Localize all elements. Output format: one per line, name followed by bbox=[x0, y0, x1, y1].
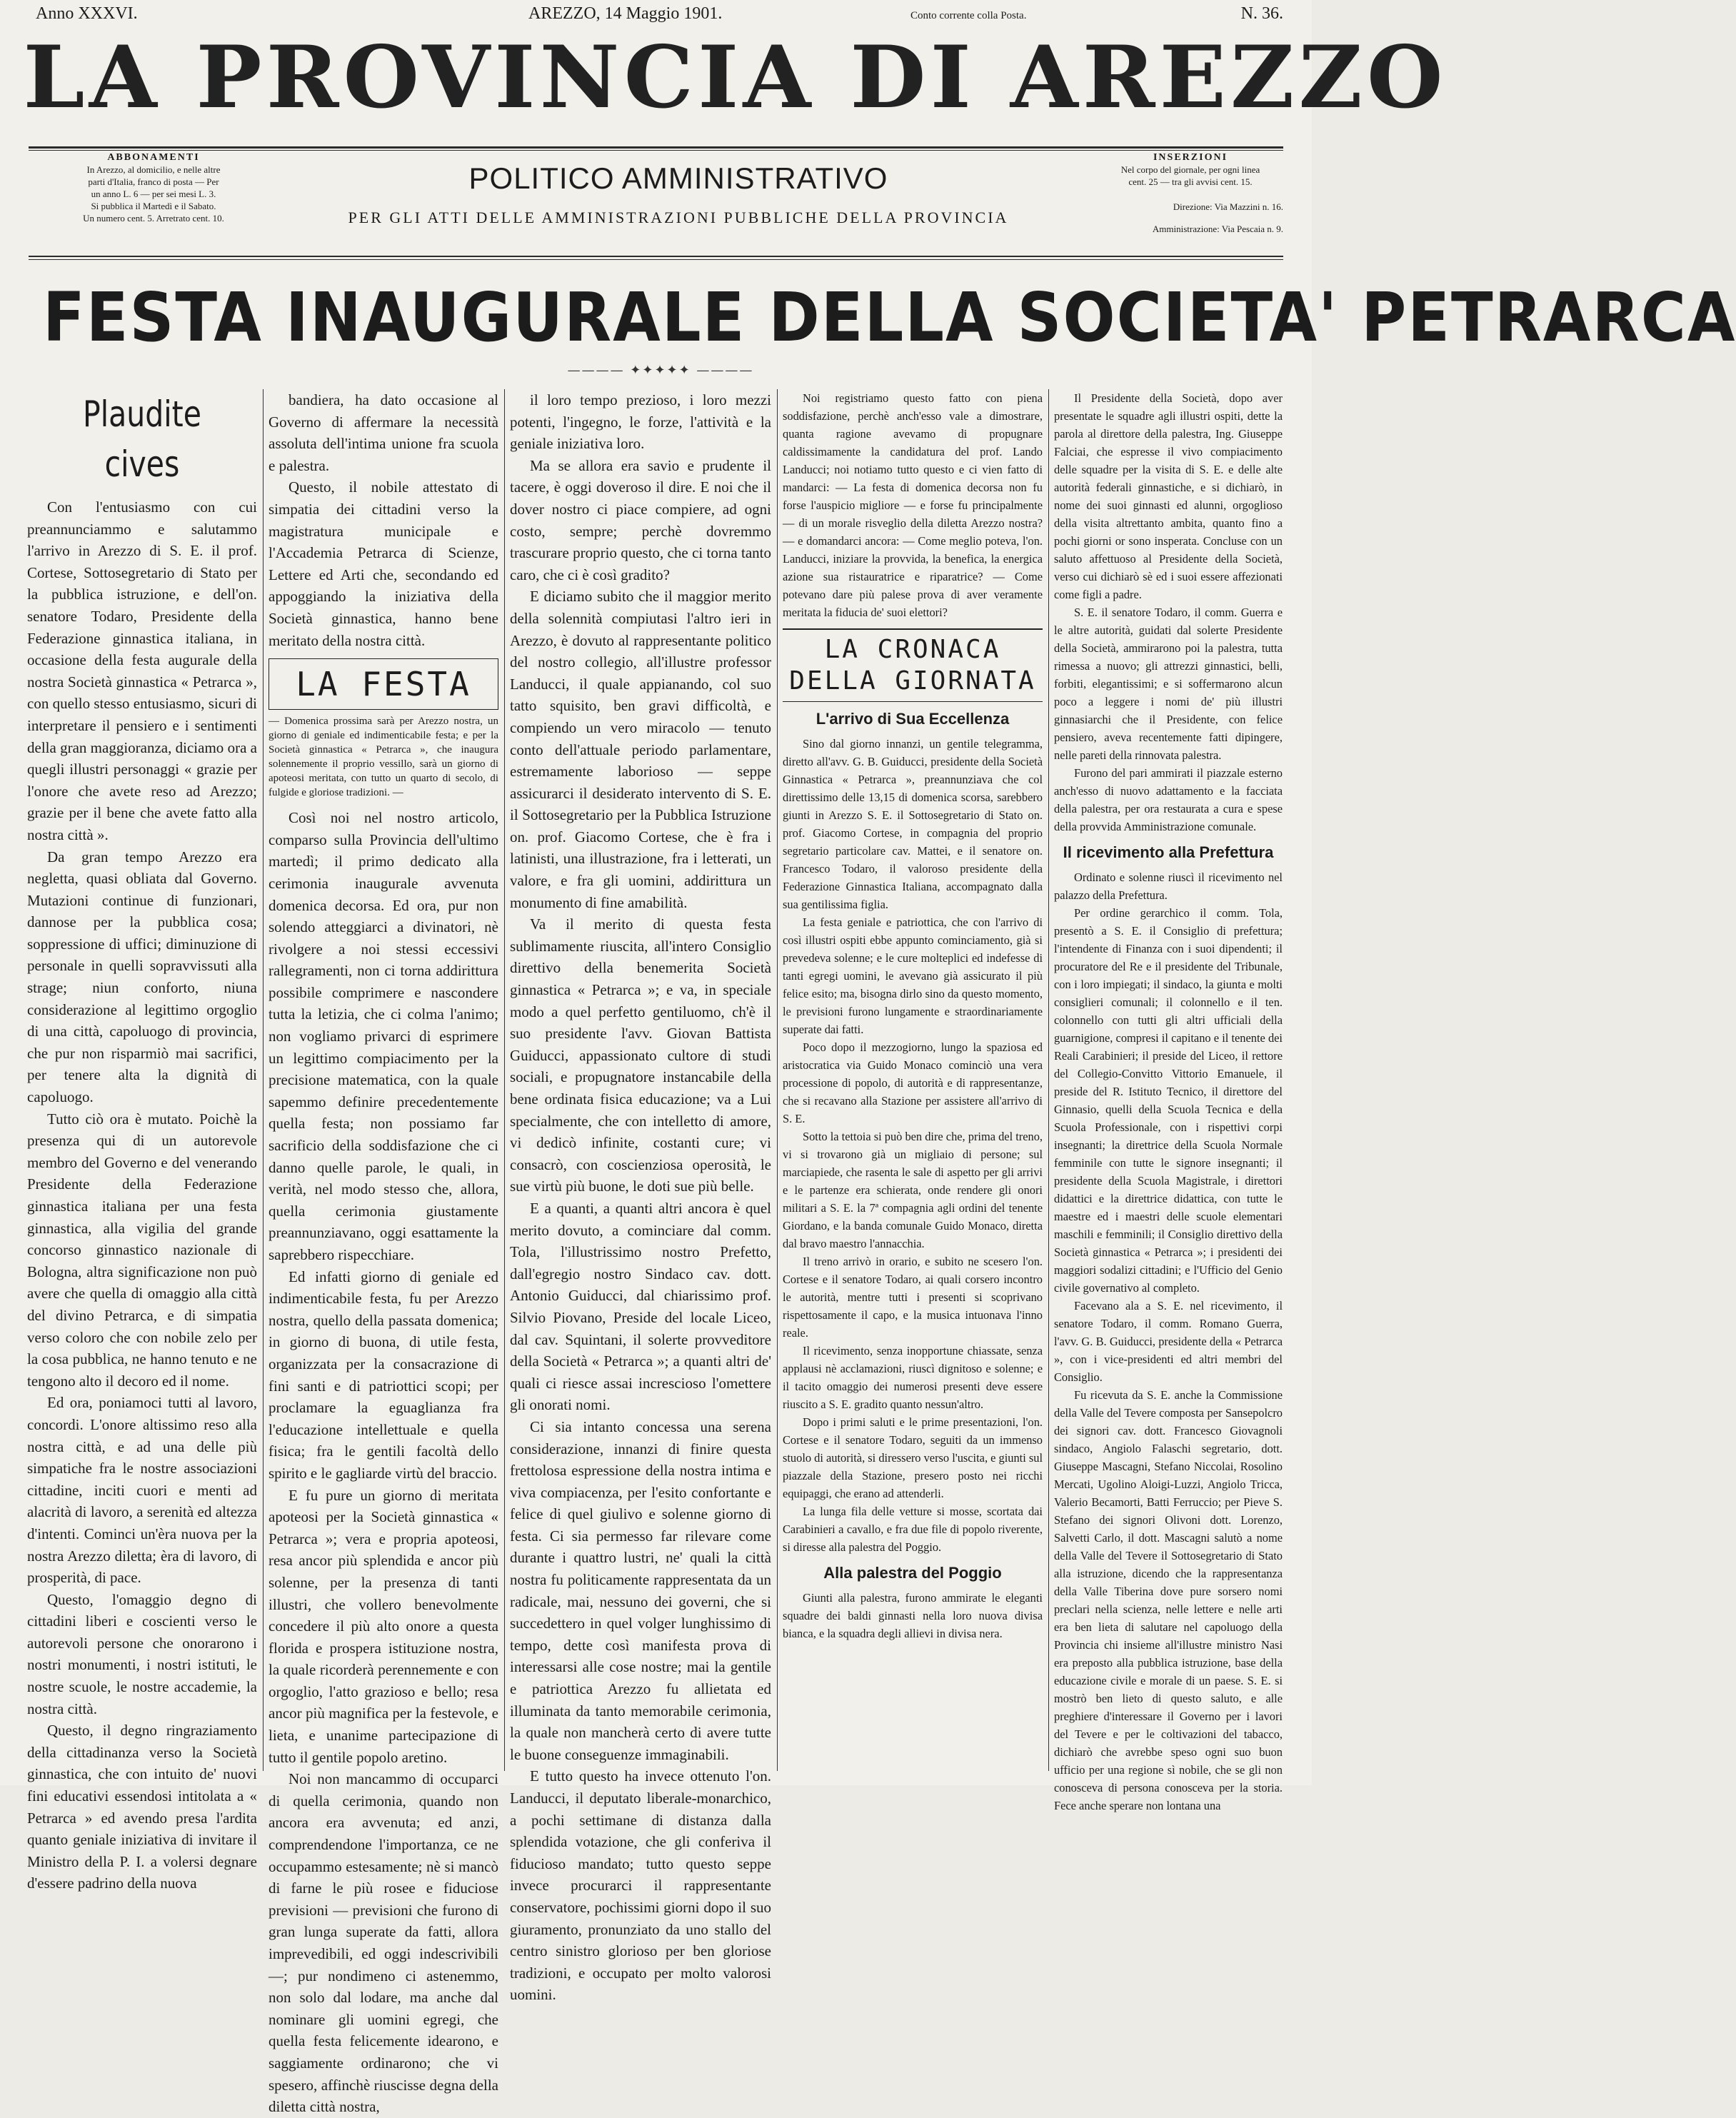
paragraph: E diciamo subito che il maggior merito della solennità compiutasi l'altro ieri in Arezzo, è dovuto al rappresentante politico del nostro collegio, all'illustre professor Landucci, il quale appianando, col suo tatto squisito, ben gravi difficoltà, e compiendo un vero miracolo — tenuto conto dell'attuale periodo parlamentare, estremamente laborioso — seppe assicurarci il desiderato intervento di S. E. il Sottosegretario per la Pubblica Istruzione on. prof. Giacomo Cortese, che è fra i latinisti, una illustrazione, fra i letterati, un valore, e fra gli uomini, addirittura un monumento di fine amabilità. bbox=[510, 588, 771, 911]
abbonamenti-line: In Arezzo, al domicilio, e nelle altre bbox=[86, 164, 221, 175]
paragraph: Ed ora, poniamoci tutti al lavoro, concordi. L'onore altissimo reso alla nostra città, e ad una delle più simpatiche fra le nostre associazioni cittadine, inciti cuori e menti ad alacrità di lavoro, a serenità ed altezza d'intenti. Cominci un'èra nuova per la nostra Arezzo diletta; èra di lavoro, di prosperità, di pace. bbox=[27, 1394, 257, 1587]
paragraph: Ordinato e solenne riuscì il ricevimento nel palazzo della Prefettura. bbox=[1054, 870, 1283, 902]
cronaca-title-line: DELLA GIORNATA bbox=[789, 666, 1036, 696]
paragraph: Noi non mancammo di occuparci di quella cerimonia, quando non ancora era avvenuta; ed anzi, comprendendone l'importanza, ce ne occupammo estesamente; nè si mancò di farne le più rosee e fiduciose previsioni — previsioni che furono di gran lunga superate da fatti, allora imprevedibili, ed oggi indescrivibili —; pur nondimeno ci astenemmo, non solo dal lodare, ma anche dal nominare gli uomini egregi, che quella festa felicemente idearono, e saggiamente ordinarono; che vi spesero, affinchè riuscisse degna della diletta città nostra, bbox=[269, 1770, 498, 2116]
paragraph: Il treno arrivò in orario, e subito ne scesero l'on. Cortese e il senatore Todaro, ai quali corsero incontro le autorità, mentre tutti i presenti si scoprivano rispettosamente il capo, e la musica intuonava l'inno reale. bbox=[783, 1255, 1043, 1340]
rule bbox=[29, 259, 1283, 260]
paragraph: S. E. il senatore Todaro, il comm. Guerra e le altre autorità, guidati dal solerte Presidente della Società, ammirarono poi la palestra, tutta rimessa a nuovo; gli attrezzi ginnastici, belli, forbiti, elegantissimi; e si soffermarono alcun poco a leggere i nomi de' più illustri ginnasiarchi che il Presidente, con felice pensiero, aveva recentemente fatti dipingere, nelle pareti della rinnovata palestra. bbox=[1054, 606, 1283, 762]
subheading: Alla palestra del Poggio bbox=[823, 1564, 1002, 1582]
paragraph: E a quanti, a quanti altri ancora è quel merito dovuto, a cominciare dal comm. Tola, l'illustrissimo nostro Prefetto, dall'egregio nostro Sindaco cav. dott. Antonio Guiducci, dal chiarissimo prof. Silvio Piovano, Preside del locale Liceo, dal cav. Squintani, il solerte provveditore della Società « Petrarca »; a quanti altri de' quali ci riesce assai increscioso l'omettere gli onorati nomi. bbox=[510, 1199, 771, 1414]
direzione: Direzione: Via Mazzini n. 16. bbox=[1173, 201, 1283, 212]
paragraph: La festa geniale e patriottica, che con l'arrivo di così illustri ospiti ebbe appunto cominciamento, già si prevedeva solenne; e le cure molteplici ed indefesse di tanti egregi uomini, le avevano già assicurato il più felice esito; ma, bisogna dirlo sino da questo momento, le previsioni furono lungamente e straordinariamente superate dai fatti. bbox=[783, 915, 1043, 1036]
paragraph: Dopo i primi saluti e le prime presentazioni, l'on. Cortese e il senatore Todaro, seguiti da un immenso stuolo di autorità, si diressero verso l'uscita, e giunti sul piazzale della Stazione, presero posto nei ricchi equipaggi, che erano ad attenderli. bbox=[783, 1415, 1043, 1500]
article-title: Plaudite cives bbox=[83, 393, 201, 485]
paragraph: Questo, il nobile attestato di simpatia dei cittadini verso la magistratura municipale e l'Accademia Petrarca di Scienze, Lettere ed Arti che, secondando ed appoggiando la iniziativa della Società ginnastica, hanno bene meritato della nostra città. bbox=[269, 478, 498, 649]
column-4 bbox=[783, 389, 1043, 1771]
abbonamenti-line: parti d'Italia, franco di posta — Per bbox=[88, 176, 219, 187]
inserzioni-box bbox=[1098, 151, 1283, 235]
column-separator bbox=[504, 389, 505, 1771]
column-2 bbox=[269, 389, 498, 2116]
paragraph: Facevano ala a S. E. nel ricevimento, il senatore Todaro, il comm. Romano Guerra, l'avv. G. B. Guiducci, presidente della « Petrarca », con i vice-presidenti ed altri membri del Consiglio. bbox=[1054, 1299, 1283, 1384]
abbonamenti-heading: ABBONAMENTI bbox=[107, 152, 200, 163]
paragraph: Tutto ciò ora è mutato. Poichè la presenza qui di un autorevole membro del Governo e del venerando Presidente della Federazione ginnastica italiana per una festa ginnastica, alla vigilia del grande concorso ginnastico nazionale di Bologna, altra significazione non può avere che quella di omaggio alla città del divino Petrarca, e di simpatia verso coloro che con nobile zelo per la cosa pubblica, ne hanno tenuto e ne tengono alto il decoro ed il nome. bbox=[27, 1110, 257, 1390]
paragraph: Poco dopo il mezzogiorno, lungo la spaziosa ed aristocratica via Guido Monaco cominciò una vera processione di popolo, di autorità e di rappresentanze, che si recavano alla Stazione per assistere all'arrivo di S. E. bbox=[783, 1040, 1043, 1125]
anno: Anno XXXVI. bbox=[36, 4, 138, 23]
paragraph: bandiera, ha dato occasione al Governo di affermare la necessità assoluta dell'intima unione fra scuola e palestra. bbox=[269, 391, 498, 474]
paragraph: Va il merito di questa festa sublimamente riuscita, all'intero Consiglio direttivo della benemerita Società ginnastica « Petrarca »; e va, in speciale modo a quel perfetto gentiluomo, ch'è il suo presidente l'avv. Giovan Battista Guiducci, appassionato cultore di studi sociali, e propugnatore instancabile della bene ordinata fisica educazione; va a Lui specialmente, che con intelletto di amore, vi dedicò infinite, costanti cure; vi consacrò, con coscienziosa operosità, le sue virtù più buone, le doti sue più belle. bbox=[510, 915, 771, 1195]
column-separator bbox=[777, 389, 778, 1771]
top-line bbox=[36, 4, 1283, 26]
paragraph: Sino dal giorno innanzi, un gentile telegramma, diretto all'avv. G. B. Guiducci, presidente della Società Ginnastica « Petrarca », preannunziava che col direttissimo delle 13,15 di domenica scorsa, sarebbero giunti in Arezzo S. E. il Sottosegretario di Stato on. prof. Giacomo Cortese, in compagnia del proprio segretario particolare cav. Mattei, e il senatore on. Francesco Todaro, il valoroso presidente della Federazione Ginnastica Italiana, accompagnato dalla sua gentilissima figlia. bbox=[783, 737, 1043, 911]
abbonamenti-line: Si pubblica il Martedì e il Sabato. bbox=[91, 201, 216, 211]
paragraph: Noi registriamo questo fatto con piena soddisfazione, perchè anch'esso vale a dimostrare, quanta ragione avevamo di propugnare caldissimamente la candidatura del prof. Lando Landucci; noi notiamo tutto questo e ci vien fatto di mandarci: — La festa di domenica decorsa non fu forse l'auspicio migliore — e forse fu principalmente — di un morale risveglio della diletta Arezzo nostra? — e domandarci ancora: — Come meglio poteva, l'on. Landucci, iniziare la provvida, la benefica, la energica azione sua ristauratrice e riparatrice? — Come potevano dare più palese prova di aver veramente meritata la fiducia de' suoi elettori? bbox=[783, 391, 1043, 619]
column-separator bbox=[263, 389, 264, 1771]
masthead: LA PROVINCIA DI AREZZO bbox=[23, 27, 1447, 128]
abbonamenti-line: un anno L. 6 — per sei mesi L. 3. bbox=[91, 189, 216, 199]
sub-header bbox=[29, 151, 1283, 251]
subheading: Il ricevimento alla Prefettura bbox=[1063, 843, 1274, 861]
ornament-divider: ———— ✦✦✦✦✦ ———— bbox=[567, 363, 754, 378]
paragraph: Giunti alla palestra, furono ammirate le eleganti squadre dei baldi ginnasti nella loro nuova divisa bianca, e la squadra degli allievi in divisa nera. bbox=[783, 1591, 1043, 1640]
column-separator bbox=[1048, 389, 1049, 1771]
column-1 bbox=[27, 389, 257, 1892]
paragraph: Questo, l'omaggio degno di cittadini liberi e coscienti verso le autorevoli persone che onorarono i nostri monumenti, i nostri istituti, le nostre scuole, le nostre accademie, la nostra città. bbox=[27, 1590, 257, 1717]
paragraph: E fu pure un giorno di meritata apoteosi per la Società ginnastica « Petrarca »; vera e propria apoteosi, resa ancor più splendida e ancor più solenne, per la presenza di tanti illustri, che vollero benevolmente concedere il più alto onore a questa florida e prospera istituzione nostra, la quale ricorderà perennemente e con orgoglio, l'atto grazioso e bello; resa ancor più magnifica per la festevole, e lieta, e unanime partecipazione di tutto il gentile popolo aretino. bbox=[269, 1486, 498, 1766]
issue-date: AREZZO, 14 Maggio 1901. bbox=[528, 4, 723, 23]
rule bbox=[29, 146, 1283, 149]
column-5 bbox=[1054, 389, 1283, 1812]
headline: FESTA INAUGURALE DELLA SOCIETA' PETRARCA bbox=[43, 278, 1736, 357]
paragraph: Fu ricevuta da S. E. anche la Commissione della Valle del Tevere composta per Sansepolcro dei signori cav. dott. Francesco Giovagnoli sindaco, Angiolo Falaschi segretario, dott. Giuseppe Mascagni, Stefano Niccolai, Rosolino Mercati, Ugolino Aloigi-Luzzi, Angiolo Tricca, Valerio Becamorti, Batti Ferruccio; per Pieve S. Stefano dei signori Olivoni dott. Lorenzo, Salvetti Carlo, il dott. Mascagni salutò a nome della Valle del Tevere il Sottosegretario di Stato alla istruzione, dicendo che la rappresentanza della Valle Tiberina dove pure sorsero nomi preclari nella scienza, nelle lettere e nelle arti era ben lieta di salutare nel capoluogo della Provincia chi insieme all'illustre ministro Nasi era preposto alla pubblica istruzione, base della educazione civile e morale di un paese. S. E. si mostrò ben lieto di questo saluto, e alle preghiere d'interessare il Governo per i lavori del Tevere e per le coltivazioni del tabacco, dichiarò che avrebbe speso ogni suo buon ufficio per una regione sì nobile, che se gli non conosceva di persona conosceva per la storia. Fece anche sperare non lontana una bbox=[1054, 1388, 1283, 1812]
paragraph: Furono del pari ammirati il piazzale esterno anch'esso di nuovo adattamento e la facciata della palestra, per ora restaurata a cura e spese della provvida Amministrazione comunale. bbox=[1054, 766, 1283, 833]
inserzioni-line: cent. 25 — tra gli avvisi cent. 15. bbox=[1128, 176, 1253, 187]
abbonamenti-box bbox=[43, 151, 264, 224]
abbonamenti-line: Un numero cent. 5. Arretrato cent. 10. bbox=[83, 213, 224, 224]
rule bbox=[29, 256, 1283, 257]
inserzioni-line: Nel corpo del giornale, per ogni linea bbox=[1120, 164, 1260, 175]
inserzioni-heading: INSERZIONI bbox=[1153, 152, 1228, 163]
paragraph: Il Presidente della Società, dopo aver presentate le squadre agli illustri ospiti, dette la parola al direttore della palestra, Ing. Giuseppe Falciai, che espresse il vivo compiacimento delle squadre per la visita di S. E. e delle alte autorità federali ginnastiche, e si dichiarò, in nome dei suoi ginnasti ed alunni, orgoglioso della visita altrettanto ambita, quanto fino a pochi giorni or sono insperata. Concluse con un saluto affettuoso al Presidente della Società, verso cui dichiarò sè ed i suoi essere affezionati come figli a padre. bbox=[1054, 391, 1283, 601]
paragraph: Il ricevimento, senza inopportune chiassate, senza applausi nè acclamazioni, riuscì dignitoso e solenne; e il tacito omaggio dei numerosi presenti deve essere riuscito a S. E. gradito quanto nessun'altro. bbox=[783, 1344, 1043, 1411]
paragraph: Questo, il degno ringraziamento della cittadinanza verso la Società ginnastica, che con intuito de' nuovi fini educativi essendosi intitolata a « Petrarca » ed avendo presa l'ardita quanto geniale iniziativa di invitare il Ministro della P. I. a volersi degnare d'essere padrino della nuova bbox=[27, 1722, 257, 1892]
paragraph: Ci sia intanto concessa una serena considerazione, innanzi di finire questa frettolosa espressione della nostra intima e viva compiacenza, per l'esito confortante e felice di quel giulivo e solenne giorno di festa. Ci sia permesso far rilevare come durante i quattro lustri, ne' quali la città nostra fu politicamente rappresentata da un radicale, mai, nessuno dei governi, che si succedettero in quel volger lunghissimo di tempo, dette così manifesta prova di interessarsi alle cose nostre; mai la gentile e patriottica Arezzo fu allietata ed illuminata da tanto memorabile cerimonia, la quale non mancherà certo di avere tutte le buone conseguenze immaginabili. bbox=[510, 1417, 771, 1763]
tagline: PER GLI ATTI DELLE AMMINISTRAZIONI PUBBLICHE DELLA PROVINCIA bbox=[348, 209, 1009, 226]
paragraph: Con l'entusiasmo con cui preannunciammo e salutammo l'arrivo in Arezzo di S. E. il prof. Cortese, Sottosegretario di Stato per la pubblica istruzione, e dell'on. senatore Todaro, Presidente della Federazione ginnastica italiana, in occasione della festa augurale della nostra Società ginnastica « Petrarca », con quello stesso entusiasmo, sicuri di interpretare il pensiero e i sentimenti della gran maggioranza, diciamo ora a quegli illustri personaggi « grazie per l'onore che avete reso ad Arezzo; grazie per il bene che avete fatto alla nostra città ». bbox=[27, 498, 257, 843]
section-title-cronaca bbox=[783, 628, 1043, 702]
subtitle: POLITICO AMMINISTRATIVO bbox=[468, 161, 888, 195]
box-note: — Domenica prossima sarà per Arezzo nostra, un giorno di geniale ed indimenticabile festa; e per la Società ginnastica « Petrarca », che inaugura solennemente il proprio vessillo, sarà un giorno di apoteosi meritata, con tutto un quarto di secolo, di fulgide e gloriose tradizioni. — bbox=[269, 716, 498, 799]
paragraph: Per ordine gerarchico il comm. Tola, presentò a S. E. il Consiglio di prefettura; l'intendente di Finanza con i suoi dipendenti; il procuratore del Re e il presidente del Tribunale, con i loro impiegati; il sindaco, la giunta e molti consiglieri comunali; il colonnello e il ten. colonnello con tutti gli altri ufficiali della guarnigione, compresi il capitano e il tenente dei Reali Carabinieri; il preside del Liceo, il rettore del Collegio-Convitto Vittorio Emanuele, il preside del R. Istituto Tecnico, il direttore del Ginnasio, quelli della Scuola Tecnica e della Scuola Professionale, con i rispettivi corpi insegnanti; la direttrice della Scuola Normale femminile con tutte le signore insegnanti; il presidente della Scuola Magistrale, i direttori didattici e la direttrice didattica, con tutte le maestre ed i maestri delle scuole elementari maschili e femminili; il Consiglio direttivo della Società ginnastica « Petrarca »; i presidenti dei maggiori sodalizi cittadini; e l'Ufficio del Genio civile governativo al completo. bbox=[1054, 906, 1283, 1295]
subheading: L'arrivo di Sua Eccellenza bbox=[816, 710, 1010, 728]
amministrazione: Amministrazione: Via Pescaia n. 9. bbox=[1152, 224, 1283, 234]
paragraph: Ma se allora era savio e prudente il tacere, è oggi doveroso il dire. E noi che il dover nostro ci piace compiere, ad ogni costo, sempre; perchè dovremmo trascurare proprio questo, che ci torna tanto caro, che ci è così gradito? bbox=[510, 456, 771, 583]
paragraph: Ed infatti giorno di geniale ed indimenticabile festa, fu per Arezzo nostra, quello della passata domenica; in giorno di buona, di utile festa, organizzata per la consacrazione di fini santi e di patriottici scopi; per proclamare la eguaglianza fra l'educazione intellettuale e quella fisica; fra le gentili facoltà dello spirito e le gagliarde virtù del braccio. bbox=[269, 1268, 498, 1482]
paragraph: E tutto questo ha invece ottenuto l'on. Landucci, il deputato liberale-monarchico, a pochi settimane di distanza dalla splendida votazione, che gli conferiva il fiducioso mandato; tutto questo seppe invece procurarci il rappresentante conservatore, pochissimi giorni dopo il suo giuramento, pronunziato da uno stallo del centro sinistro glorioso per ben gloriose tradizioni, e occupato per molto valorosi uomini. bbox=[510, 1767, 771, 2004]
paragraph: Da gran tempo Arezzo era negletta, quasi obliata dal Governo. Mutazioni continue di funzionari, dannose per la pubblica cosa; soppressione di uffici; diminuzione di personale in quelli sopravvissuti alla strage; niun conforto, niuna considerazione al legittimo orgoglio di una città, capoluogo di provincia, che pur non risparmiò mai sacrifici, per tenere alta la dignità di capoluogo. bbox=[27, 848, 257, 1106]
paragraph: La lunga fila delle vetture si mosse, scortata dai Carabinieri a cavallo, e fra due file di popolo riverente, si diresse alla palestra del Poggio. bbox=[783, 1505, 1043, 1554]
rule bbox=[29, 150, 1283, 151]
column-3 bbox=[510, 389, 771, 2004]
issue-number: N. 36. bbox=[1240, 4, 1283, 23]
paragraph: il loro tempo prezioso, i loro mezzi potenti, l'ingegno, le forze, l'attività e la geniale iniziativa loro. bbox=[510, 391, 771, 453]
paragraph: Sotto la tettoia si può ben dire che, prima del treno, vi si trovarono già un migliaio di persone; sul marciapiede, che rasenta le sale di aspetto per gli arrivi e le partenze era schierata, onde rendere gli onori militari a S. E. la 7ª compagnia agli ordini del tenente Giordano, e la banda comunale Guido Monaco, diretta dal bravo maestro l'annacchia. bbox=[783, 1130, 1043, 1250]
section-title-la-festa: LA FESTA bbox=[269, 658, 498, 710]
paragraph: Così noi nel nostro articolo, comparso sulla Provincia dell'ultimo martedì; il primo dedicato alla cerimonia inaugurale avvenuta domenica decorsa. Ed ora, pur non solendo atteggiarci a divinatori, nè rivolgere a noi stessi eccessivi rallegramenti, non ci torna addirittura possibile comprimere e nascondere tutta la letizia, che ci colma l'animo; non vogliamo privarci di esprimere un legittimo compiacimento per la precisione matematica, con la quale sapemmo definire precedentemente quella festa; non possiamo far sacrificio della soddisfazione che ci danno quelle parole, le quali, in verità, nel modo stesso che, allora, quella cerimonia giustamente preannunziavano, oggi esattamente la saprebbero rispecchiare. bbox=[269, 809, 498, 1263]
conto-corrente: Conto corrente colla Posta. bbox=[910, 10, 1027, 21]
cronaca-title-line: LA CRONACA bbox=[824, 635, 1001, 664]
